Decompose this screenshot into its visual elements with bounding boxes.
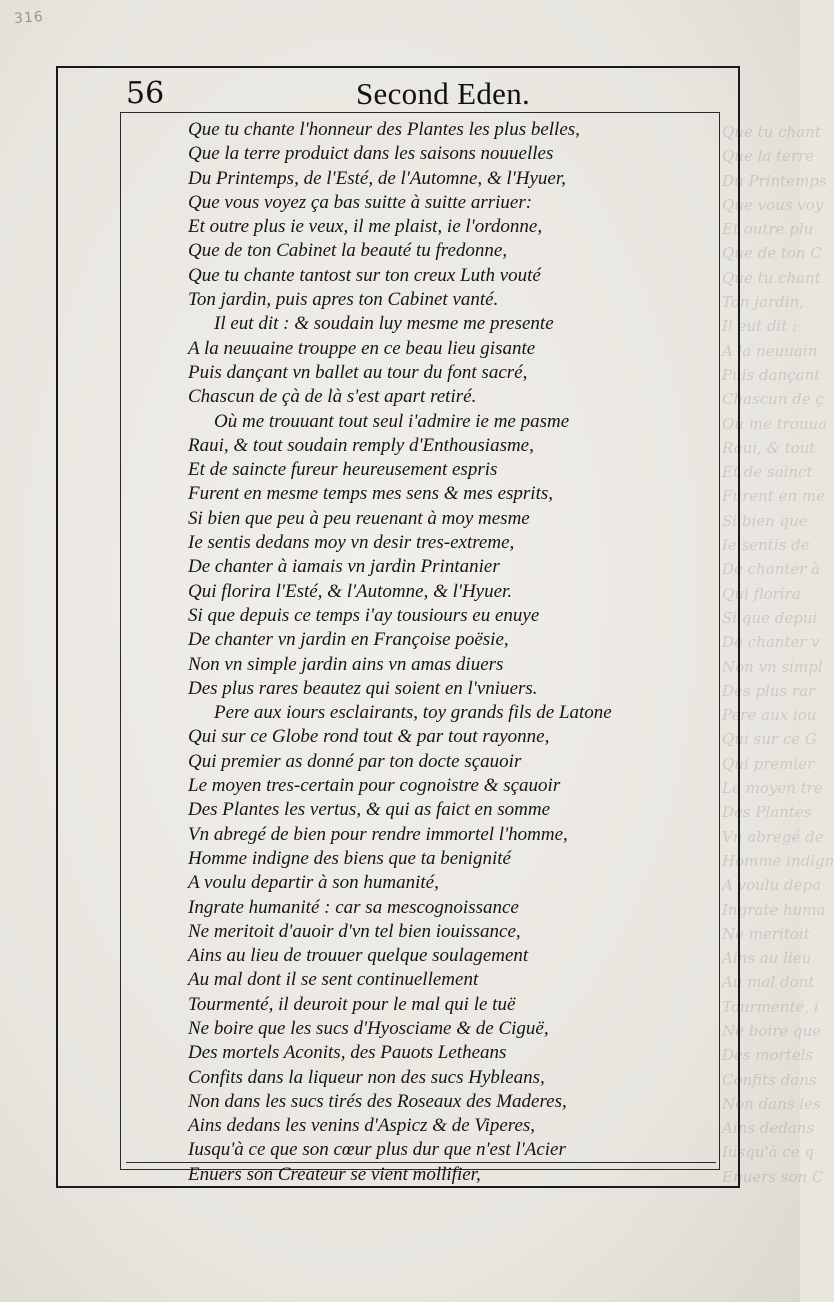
verse-line: De chanter à iamais vn jardin Printanier — [188, 556, 500, 578]
verse-line: Enuers son Createur se vient mollifier, — [188, 1163, 481, 1185]
verse-line: A voulu departir à son humanité, — [188, 872, 439, 894]
verse-line: Que la terre produict dans les saisons nouuelles — [188, 143, 554, 165]
verse-line: Confits dans la liqueur non des sucs Hybleans, — [188, 1066, 545, 1088]
verse-line: Iusqu'à ce que son cœur plus dur que n'est l'Acier — [188, 1139, 566, 1161]
running-title: Second Eden. — [356, 76, 531, 111]
verse-line: Tourmenté, il deuroit pour le mal qui le tuë — [188, 993, 516, 1015]
verse-line: Et de saincte fureur heureusement espris — [188, 459, 498, 481]
verse-line: Que tu chante l'honneur des Plantes les plus belles, — [188, 119, 580, 140]
verse-line: Au mal dont il se sent continuellement — [188, 969, 479, 991]
pencil-margin-note: 316 — [13, 8, 45, 28]
verse-line: Ton jardin, puis apres ton Cabinet vanté. — [188, 289, 499, 311]
verse-line: Qui florira l'Esté, & l'Automne, & l'Hyuer. — [188, 580, 513, 602]
verse-line: Chascun de çà de là s'est apart retiré. — [188, 386, 477, 408]
verse-line: Ingrate humanité : car sa mescognoissance — [188, 896, 519, 918]
verse-line: Des Plantes les vertus, & qui as faict en somme — [188, 799, 551, 821]
verse-line: Non vn simple jardin ains vn amas diuers — [188, 653, 504, 675]
poem-text — [188, 118, 708, 1187]
verse-line: Et outre plus ie veux, il me plaist, ie l'ordonne, — [188, 216, 543, 238]
verse-line: Raui, & tout soudain remply d'Enthousiasme, — [188, 434, 534, 456]
verse-line: Que tu chante tantost sur ton creux Luth vouté — [188, 264, 541, 286]
verse-line: Où me trouuant tout seul i'admire ie me pasme — [214, 410, 570, 432]
verse-line: Que vous voyez ça bas suitte à suitte arriuer: — [188, 191, 533, 213]
verse-line: Ains dedans les venins d'Aspicz & de Viperes, — [188, 1115, 536, 1137]
verse-line: Qui premier as donné par ton docte sçauoir — [188, 750, 522, 772]
verse-line: Ne boire que les sucs d'Hyosciame & de Ciguë, — [188, 1017, 549, 1039]
verse-line: Furent en mesme temps mes sens & mes esprits, — [188, 483, 553, 505]
verse-line: Des mortels Aconits, des Pauots Lethеans — [188, 1042, 507, 1064]
verse-line: Ne meritoit d'auoir d'vn tel bien iouissance, — [188, 920, 521, 942]
verse-line: Si bien que peu à peu reuenant à moy mesme — [188, 507, 530, 529]
verse-line: Homme indigne des biens que ta benignité — [188, 847, 511, 869]
verse-line: De chanter vn jardin en Françoise poësie, — [188, 629, 509, 651]
verse-line: Le moyen tres-certain pour cognoistre & sçauoir — [188, 775, 561, 797]
verse-line: Si que depuis ce temps i'ay tousiours eu enuye — [188, 604, 540, 626]
verse-line: Que de ton Cabinet la beauté tu fredonne, — [188, 240, 508, 262]
verse-line: Ains au lieu de trouuer quelque soulagement — [188, 945, 529, 967]
verse-line: Il eut dit : & soudain luy mesme me presente — [214, 313, 554, 335]
verse-line: Non dans les sucs tirés des Roseaux des Maderes, — [188, 1090, 567, 1112]
verse-line: Qui sur ce Globe rond tout & par tout rayonne, — [188, 726, 550, 748]
show-through-text: Que tu chant Que la terre Du Printemps Que vous voy Et outre plu Que de ton C Que tu chant Ton jardin, Il eut dit : A la neuuain Puis dançant Chascun de ç Où me trouua Raui, & tout Et de sainct Furent en me Si bien que Ie sentis de De chanter à Qui florira Si que depui De chanter v Non vn simpl Des plus rar Pere aux iou Qui sur ce G Qui premier Le moyen tre Des Plantes Vn abregé de Homme indign A voulu depa Ingrate huma Ne meritoit Ains au lieu Au mal dont Tourmenté, i Ne boire que Des mortels Confits dans Non dans les Ains dedans Iusqu'à ce q Enuers son C — [722, 123, 834, 1186]
verse-line: Du Printemps, de l'Esté, de l'Automne, & l'Hyuer, — [188, 167, 566, 189]
verse-line: Des plus rares beautez qui soient en l'vniuers. — [188, 677, 538, 699]
verse-line: A la neuuaine trouppe en ce beau lieu gisante — [188, 337, 536, 359]
page-number: 56 — [126, 76, 165, 111]
verse-line: Vn abregé de bien pour rendre immortel l'homme, — [188, 823, 568, 845]
verse-line: Ie sentis dedans moy vn desir tres-extreme, — [188, 532, 515, 554]
verse-line: Pere aux iours esclairants, toy grands fils de Latone — [214, 702, 612, 724]
verse-line: Puis dançant vn ballet au tour du font sacré, — [188, 361, 528, 383]
